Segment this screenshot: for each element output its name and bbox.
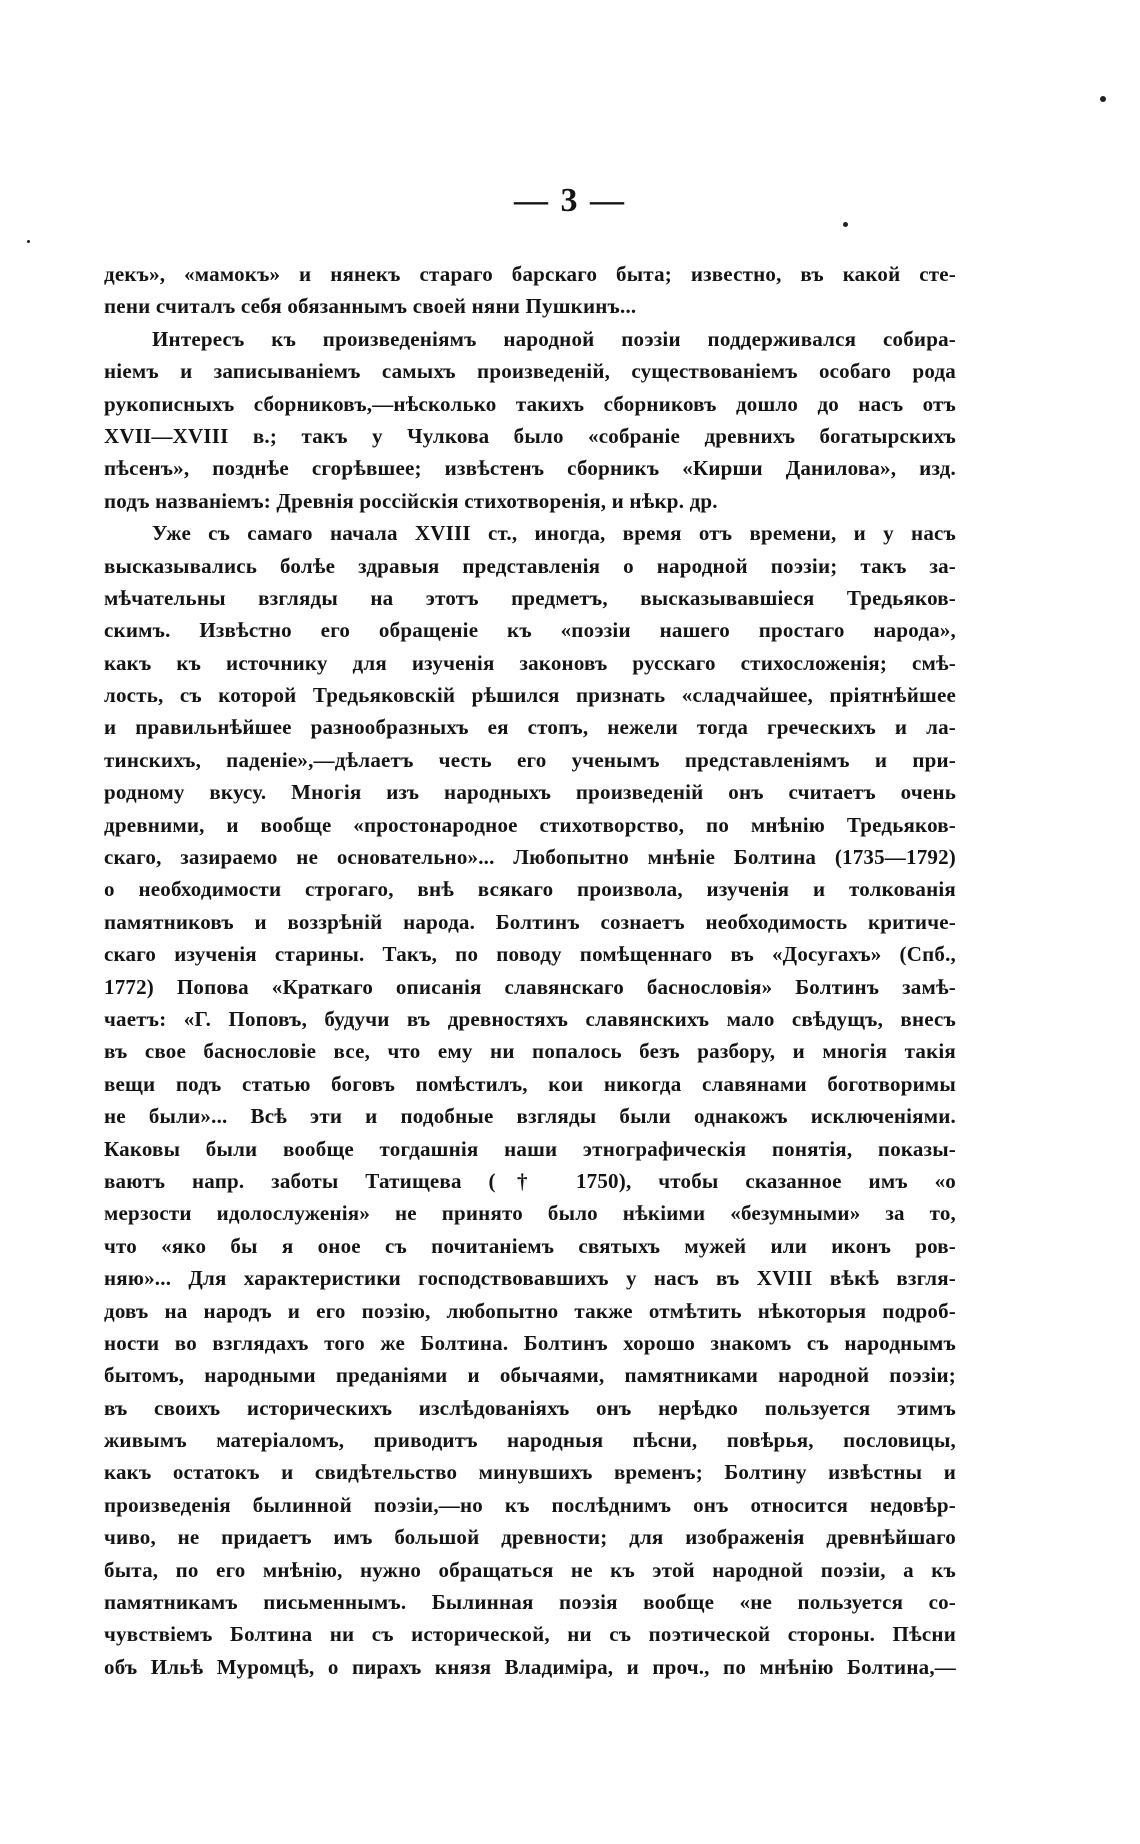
page-number: — 3 — (514, 182, 626, 219)
text-line: чиво, не придаетъ имъ большой древности; для изображенія древнѣйшаго (104, 1525, 956, 1550)
text-line: скаго, зазираемо не основательно»... Любопытно мнѣніе Болтина (1735—1792) (104, 845, 956, 870)
text-line: не были»... Всѣ эти и подобные взгляды были однакожъ исключеніями. (104, 1104, 956, 1129)
text-line: Интересъ къ произведеніямъ народной поэзіи поддерживался собира- (152, 326, 956, 351)
text-line: живымъ матеріаломъ, приводитъ народныя пѣсни, повѣрья, пословицы, (104, 1428, 956, 1453)
text-line: ваютъ напр. заботы Татищева († 1750), чтобы сказанное имъ «о (104, 1168, 956, 1193)
text-line: Каковы были вообще тогдашнія наши этнографическія понятія, показы- (104, 1136, 956, 1161)
text-line: быта, по его мнѣнію, нужно обращаться не къ этой народной поэзіи, а къ (104, 1557, 956, 1582)
text-line: тинскихъ, паденіе»,—дѣлаетъ честь его ученымъ представленіямъ и при- (104, 747, 956, 772)
text-line: древними, и вообще «простонародное стихотворство, по мнѣнію Тредьяков- (104, 812, 956, 837)
text-line: чаетъ: «Г. Поповъ, будучи въ древностяхъ славянскихъ мало свѣдущъ, внесъ (104, 1006, 956, 1031)
text-line: лость, съ которой Тредьяковскій рѣшился признать «сладчайшее, пріятнѣйшее (104, 683, 956, 708)
ink-speck (1100, 96, 1106, 102)
text-line: бытомъ, народными преданіями и обычаями, памятниками народной поэзіи; (104, 1363, 956, 1388)
text-line: родному вкусу. Многія изъ народныхъ произведеній онъ считаетъ очень (104, 780, 956, 805)
text-line: о необходимости строгаго, внѣ всякаго произвола, изученія и толкованія (104, 877, 956, 902)
text-line: подъ названіемъ: Древнія россійскія стихотворенія, и нѣкр. др. (104, 488, 718, 513)
body-text (104, 258, 956, 1683)
text-line: пени считалъ себя обязаннымъ своей няни Пушкинъ... (104, 294, 637, 319)
text-line: и правильнѣйшее разнообразныхъ ея стопъ, нежели тогда греческихъ и ла- (104, 715, 956, 740)
text-line: въ свое баснословіе все, что ему ни попалось безъ разбору, и многія такія (104, 1039, 956, 1064)
text-line: 1772) Попова «Краткаго описанія славянскаго баснословія» Болтинъ замѣ- (104, 974, 956, 999)
text-line: пѣсенъ», позднѣе сгорѣвшее; извѣстенъ сборникъ «Кирши Данилова», изд. (104, 456, 956, 481)
ink-speck (27, 240, 30, 243)
text-line: какъ остатокъ и свидѣтельство минувшихъ временъ; Болтину извѣстны и (104, 1460, 956, 1485)
text-line: декъ», «мамокъ» и нянекъ стараго барскаго быта; известно, въ какой сте- (104, 262, 956, 286)
text-line: довъ на народъ и его поэзію, любопытно также отмѣтить нѣкоторыя подроб- (104, 1298, 956, 1323)
text-line: вещи подъ статью боговъ помѣстилъ, кои никогда славянами боготворимы (104, 1071, 956, 1096)
text-line: Уже съ самаго начала XVIII ст., иногда, время отъ времени, и у насъ (152, 521, 956, 546)
text-line: объ Ильѣ Муромцѣ, о пирахъ князя Владиміра, и проч., по мнѣнію Болтина,— (104, 1654, 956, 1679)
text-line: чувствіемъ Болтина ни съ исторической, ни съ поэтической стороны. Пѣсни (104, 1622, 956, 1647)
text-line: ности во взглядахъ того же Болтина. Болтинъ хорошо знакомъ съ народнымъ (104, 1330, 956, 1355)
text-line: XVII—XVIII в.; такъ у Чулкова было «собраніе древнихъ богатырскихъ (104, 423, 956, 448)
text-line: памятниковъ и воззрѣній народа. Болтинъ сознаетъ необходимость критиче- (104, 909, 956, 934)
text-line: няю»... Для характеристики господствовавшихъ у насъ въ XVIII вѣкѣ взгля- (104, 1266, 956, 1291)
text-line: мерзости идолослуженія» не принято было нѣкіими «безумными» за то, (104, 1201, 956, 1226)
text-line: произведенія былинной поэзіи,—но къ послѣднимъ онъ относится недовѣр- (104, 1492, 956, 1517)
text-line: скаго изученія старины. Такъ, по поводу помѣщеннаго въ «Досугахъ» (Спб., (104, 942, 956, 967)
text-line: памятникамъ письменнымъ. Былинная поэзія вообще «не пользуется со- (104, 1590, 956, 1615)
text-line: какъ къ источнику для изученія законовъ русскаго стихосложенія; смѣ- (104, 650, 956, 675)
text-line: ніемъ и записываніемъ самыхъ произведеній, существованіемъ особаго рода (104, 359, 956, 384)
ink-speck (843, 222, 848, 227)
text-line: высказывались болѣе здравыя представленія о народной поэзіи; такъ за- (104, 553, 956, 578)
text-line: въ своихъ историческихъ изслѣдованіяхъ онъ нерѣдко пользуется этимъ (104, 1395, 956, 1420)
text-line: скимъ. Извѣстно его обращеніе къ «поэзіи нашего простаго народа», (104, 618, 956, 643)
text-line: что «яко бы я оное съ почитаніемъ святыхъ мужей или иконъ ров- (104, 1233, 956, 1258)
text-line: рукописныхъ сборниковъ,—нѣсколько такихъ сборниковъ дошло до насъ отъ (104, 391, 956, 416)
text-line: мѣчательны взгляды на этотъ предметъ, высказывавшіеся Тредьяков- (104, 585, 956, 610)
